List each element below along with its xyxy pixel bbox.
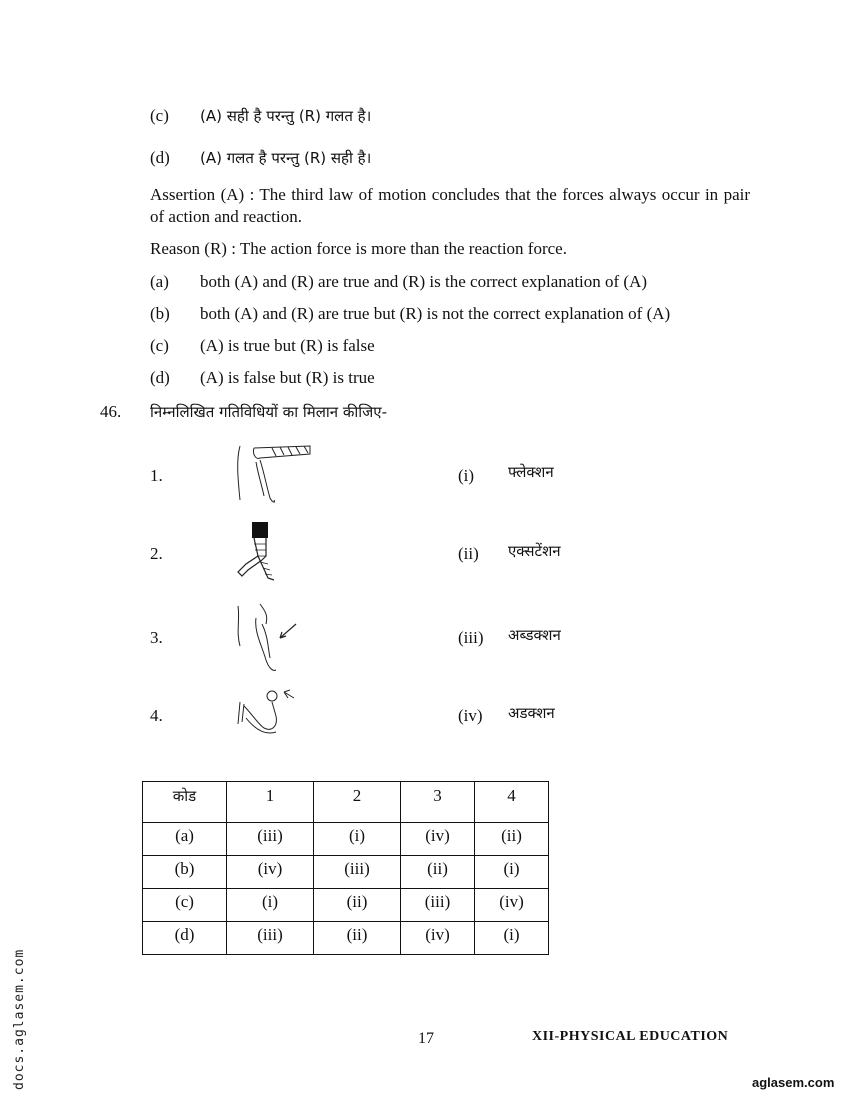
table-row (143, 922, 549, 955)
option-text: (A) is true but (R) is false (200, 336, 375, 355)
table-cell: (iv) (227, 856, 314, 889)
table-cell: (a) (143, 823, 227, 856)
option-label: (d) (150, 148, 170, 167)
arm-raised-sideways-icon (232, 440, 317, 508)
table-header-cell: कोड (143, 782, 227, 823)
question-text: निम्नलिखित गतिविधियों का मिलान कीजिए- (150, 403, 387, 421)
table-cell: (d) (143, 922, 227, 955)
table-cell: (iii) (314, 856, 401, 889)
option-label: (b) (150, 304, 170, 323)
table-row (143, 856, 549, 889)
assertion-text: Assertion (A) : The third law of motion concludes that the forces always occur in pair of action and reaction. (150, 185, 750, 226)
table-header-row (143, 782, 549, 823)
elbow-flexed-icon (232, 684, 302, 742)
table-cell: (ii) (314, 922, 401, 955)
match-term: एक्सटेंशन (508, 542, 561, 560)
page-number: 17 (418, 1030, 434, 1047)
table-row (143, 823, 549, 856)
option-label: (a) (150, 272, 169, 291)
table-header-cell: 3 (401, 782, 475, 823)
match-number: 3. (150, 628, 163, 647)
option-text: (A) गलत है परन्तु (R) सही है। (200, 149, 372, 167)
reason-text: Reason (R) : The action force is more than the reaction force. (150, 239, 567, 258)
table-cell: (i) (227, 889, 314, 922)
table-cell: (i) (314, 823, 401, 856)
table-cell: (ii) (401, 856, 475, 889)
option-text: (A) is false but (R) is true (200, 368, 375, 387)
arm-hanging-down-icon (232, 602, 302, 676)
table-cell: (ii) (314, 889, 401, 922)
option-text: both (A) and (R) are true and (R) is the correct explanation of (A) (200, 272, 648, 291)
leg-bent-knee-icon (232, 520, 280, 586)
brand-link[interactable]: aglasem.com (752, 1075, 835, 1090)
match-term: फ्लेक्शन (508, 463, 554, 481)
option-text: both (A) and (R) are true but (R) is not the correct explanation of (A) (200, 304, 671, 323)
table-cell: (iii) (401, 889, 475, 922)
match-term: अब्डक्शन (508, 626, 561, 644)
table-cell: (iii) (227, 823, 314, 856)
table-cell: (iv) (401, 922, 475, 955)
match-roman: (iv) (458, 706, 483, 725)
match-roman: (iii) (458, 628, 484, 647)
match-number: 4. (150, 706, 163, 725)
table-cell: (iv) (401, 823, 475, 856)
match-roman: (ii) (458, 544, 479, 563)
table-cell: (b) (143, 856, 227, 889)
match-term: अडक्शन (508, 704, 555, 722)
option-label: (c) (150, 106, 169, 125)
footer-subject: XII-PHYSICAL EDUCATION (532, 1029, 729, 1044)
table-header-cell: 2 (314, 782, 401, 823)
option-label: (d) (150, 368, 170, 387)
table-cell: (ii) (475, 823, 549, 856)
table-cell: (iv) (475, 889, 549, 922)
table-row (143, 889, 549, 922)
option-label: (c) (150, 336, 169, 355)
table-cell: (c) (143, 889, 227, 922)
match-number: 1. (150, 466, 163, 485)
table-header-cell: 1 (227, 782, 314, 823)
table-cell: (iii) (227, 922, 314, 955)
table-header-cell: 4 (475, 782, 549, 823)
option-text: (A) सही है परन्तु (R) गलत है। (200, 107, 372, 125)
table-cell: (i) (475, 922, 549, 955)
question-number: 46. (100, 402, 122, 421)
answer-code-table (142, 781, 549, 955)
match-roman: (i) (458, 466, 475, 485)
side-watermark: docs.aglasem.com (12, 948, 27, 1090)
table-cell: (i) (475, 856, 549, 889)
match-number: 2. (150, 544, 163, 563)
